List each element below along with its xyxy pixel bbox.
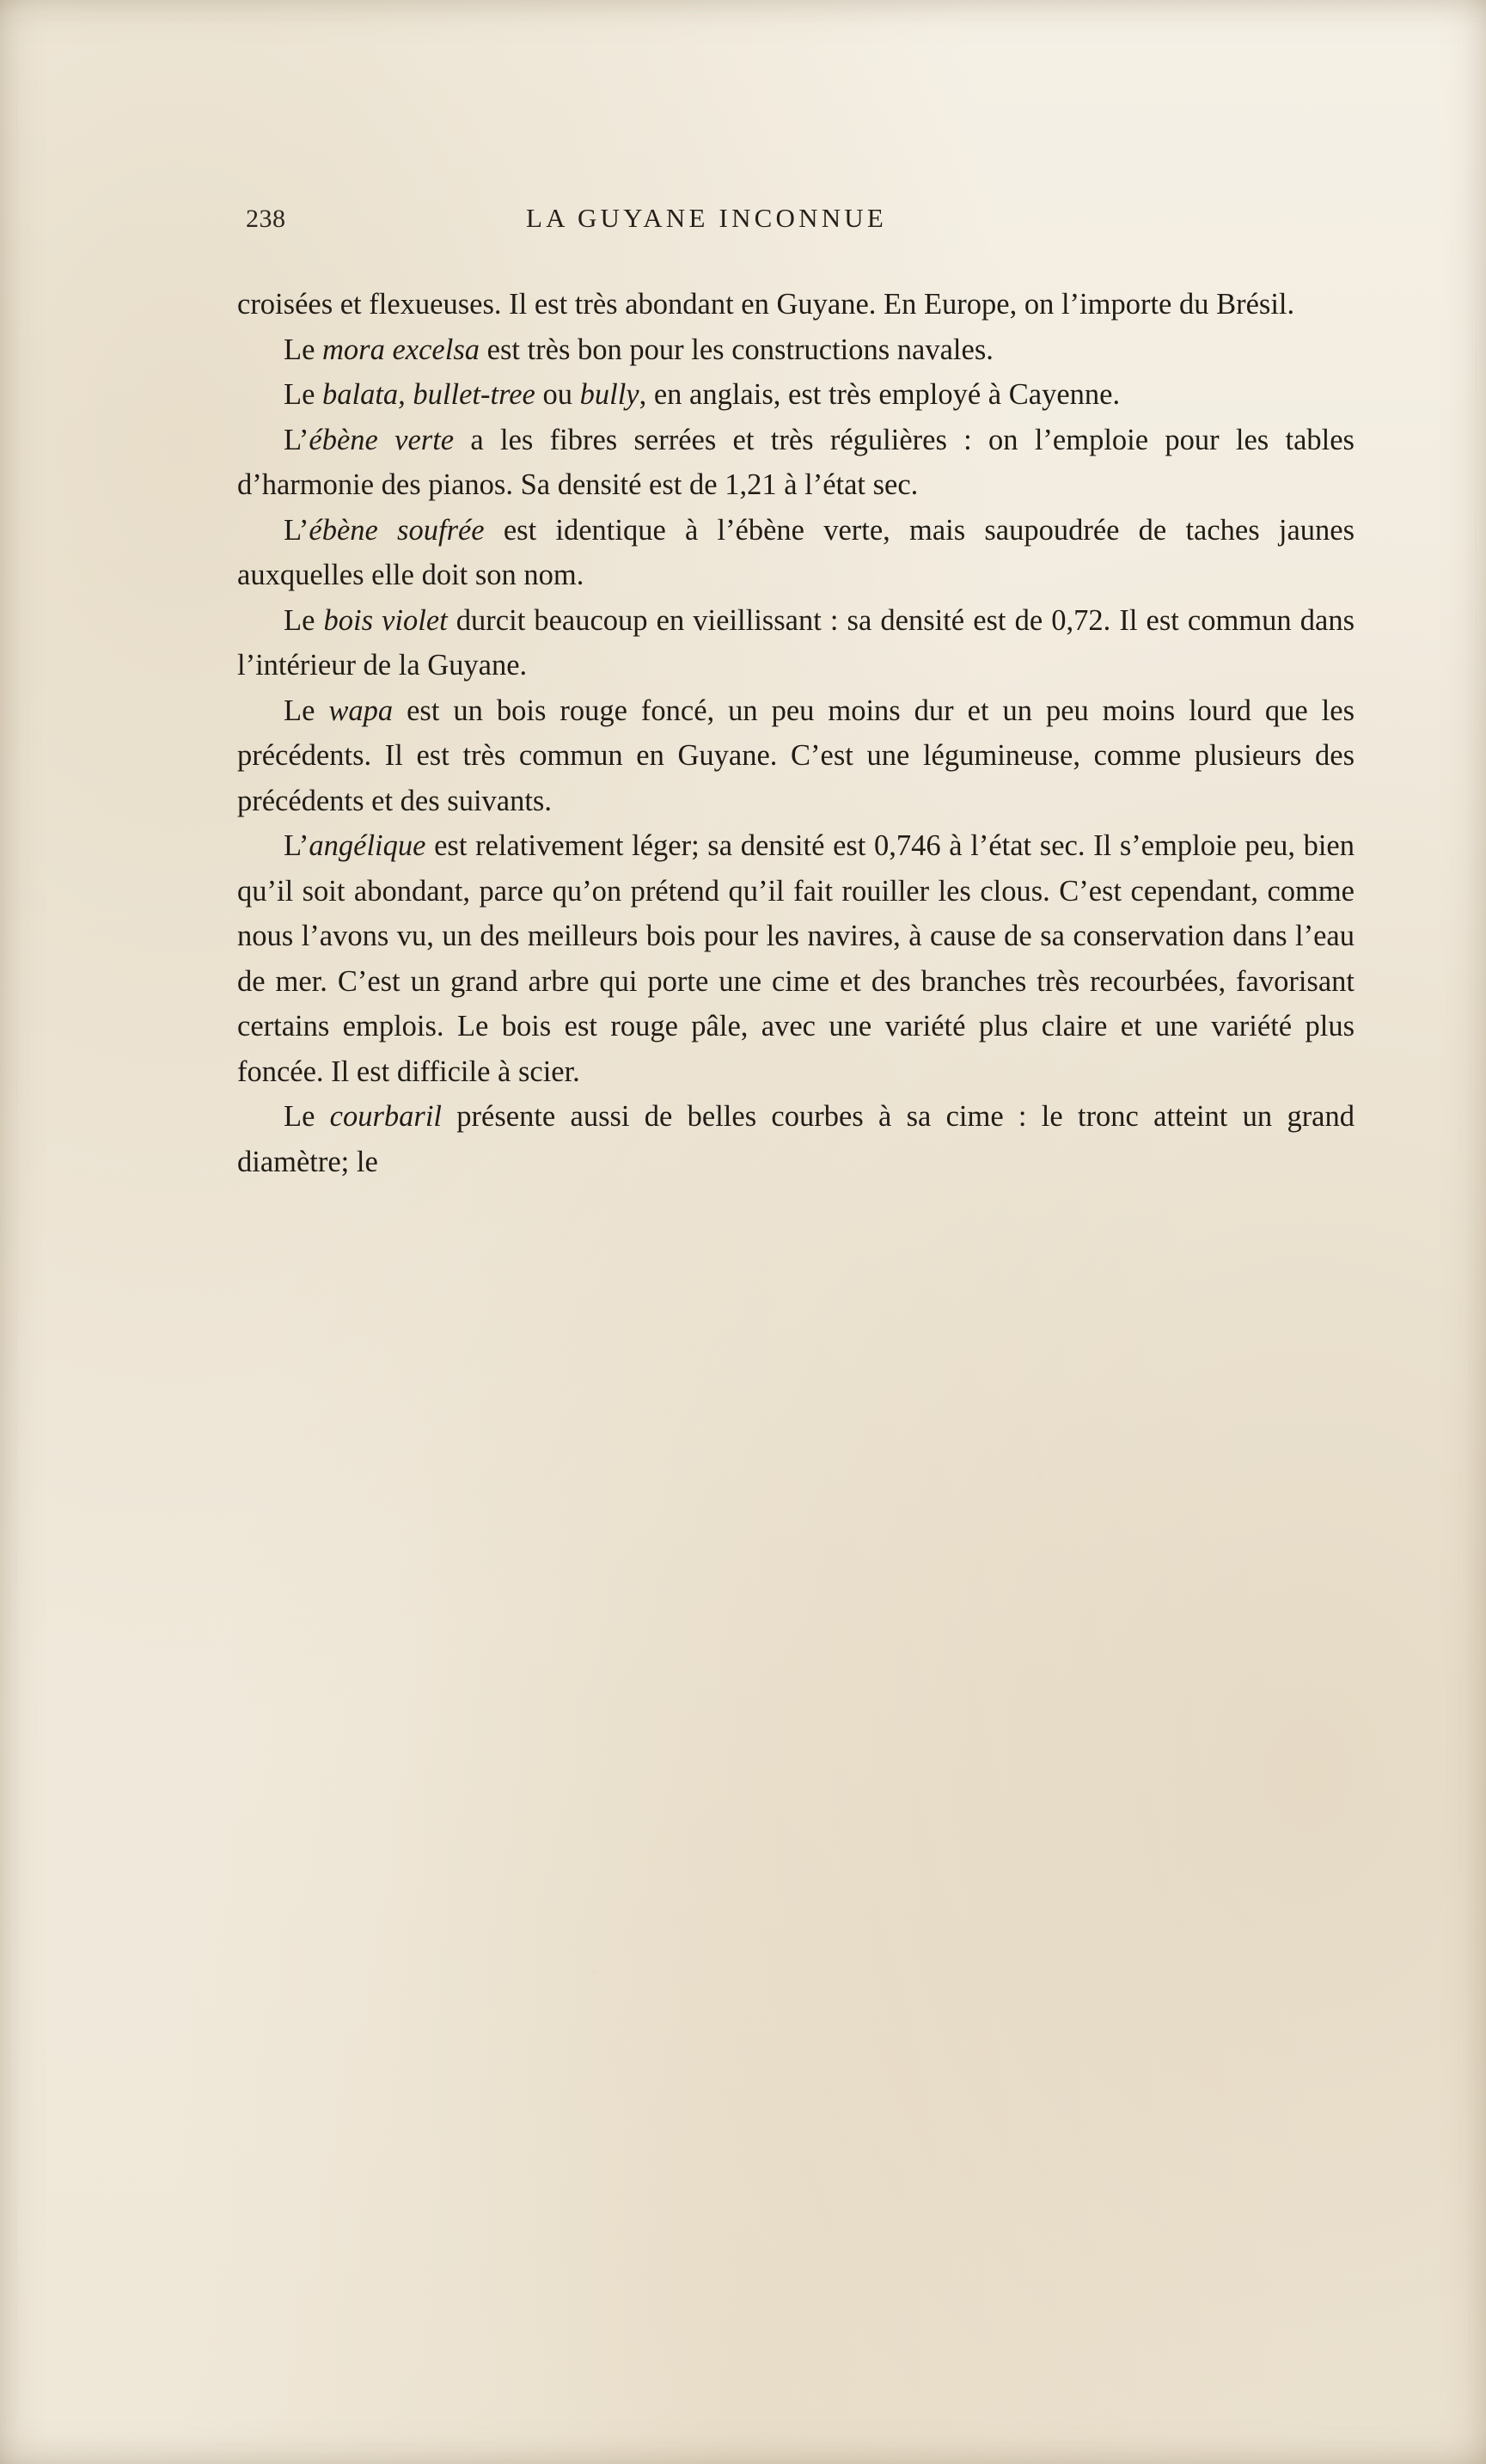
italic-term: ébène verte — [309, 423, 455, 456]
text-run: est un bois rouge foncé, un peu moins dur et un peu moins lourd que les précédents. Il est très commun en Guyane. C’est une légumineuse, comme plusieurs des précédents et des suivants. — [237, 694, 1355, 817]
text-run: présente aussi de belles courbes à sa cime : le tronc atteint un grand diamètre; le — [237, 1100, 1355, 1178]
text-run: est très bon pour les constructions navales. — [480, 333, 994, 366]
paragraph — [237, 688, 1355, 824]
text-run: Le — [284, 378, 323, 411]
paragraph — [237, 282, 1355, 327]
text-run: est relativement léger; sa densité est 0,746 à l’état sec. Il s’emploie peu, bien qu’il soit abondant, parce qu’on prétend qu’il fait rouiller les clous. C’est cependant, comme nous l’avons vu, un des meilleurs bois pour les navires, à cause de sa conservation dans l’eau de mer. C’est un grand arbre qui porte une cime et des branches très recourbées, favorisant certains emplois. Le bois est rouge pâle, avec une variété plus claire et une variété plus foncée. Il est difficile à scier. — [237, 829, 1355, 1088]
paragraph — [237, 372, 1355, 418]
italic-term: bully — [579, 378, 639, 411]
paragraph — [237, 418, 1355, 508]
body-text — [237, 282, 1355, 1184]
italic-term: angélique — [309, 829, 426, 862]
text-run: durcit beaucoup en vieillissant : sa densité est de 0,72. Il est commun dans l’intérieur de la Guyane. — [237, 603, 1355, 682]
paragraph — [237, 1094, 1355, 1184]
text-run: est identique à l’ébène verte, mais saupoudrée de taches jaunes auxquelles elle doit son nom. — [237, 513, 1355, 591]
text-run: Le — [284, 694, 329, 727]
text-run: , en anglais, est très employé à Cayenne. — [639, 378, 1121, 411]
italic-term: wapa — [328, 694, 394, 727]
paragraph — [237, 598, 1355, 688]
text-run: croisées et flexueuses. Il est très abondant en Guyane. En Europe, on l’importe du Brésil. — [237, 288, 1295, 321]
page-content — [237, 199, 1355, 1184]
text-run: L’ — [284, 423, 309, 456]
running-head — [237, 199, 1355, 251]
text-run: ou — [535, 378, 580, 411]
italic-term: bois violet — [323, 603, 448, 637]
page-number: 238 — [246, 205, 286, 233]
text-run: L’ — [284, 513, 309, 547]
italic-term: mora excelsa — [322, 333, 480, 366]
italic-term: ébène soufrée — [309, 513, 485, 547]
italic-term: courbaril — [329, 1100, 443, 1133]
text-run: a les fibres serrées et très régulières : on l’emploie pour les tables d’harmonie des pianos. Sa densité est de 1,21 à l’état sec. — [237, 423, 1355, 501]
text-run: Le — [284, 333, 323, 366]
text-run: L’ — [284, 829, 309, 862]
paragraph — [237, 823, 1355, 1094]
text-run: Le — [284, 603, 324, 637]
running-head-title: LA GUYANE INCONNUE — [526, 203, 888, 233]
italic-term: balata, bullet-tree — [322, 378, 535, 411]
text-run: Le — [284, 1100, 330, 1133]
paragraph — [237, 508, 1355, 598]
paragraph — [237, 327, 1355, 373]
